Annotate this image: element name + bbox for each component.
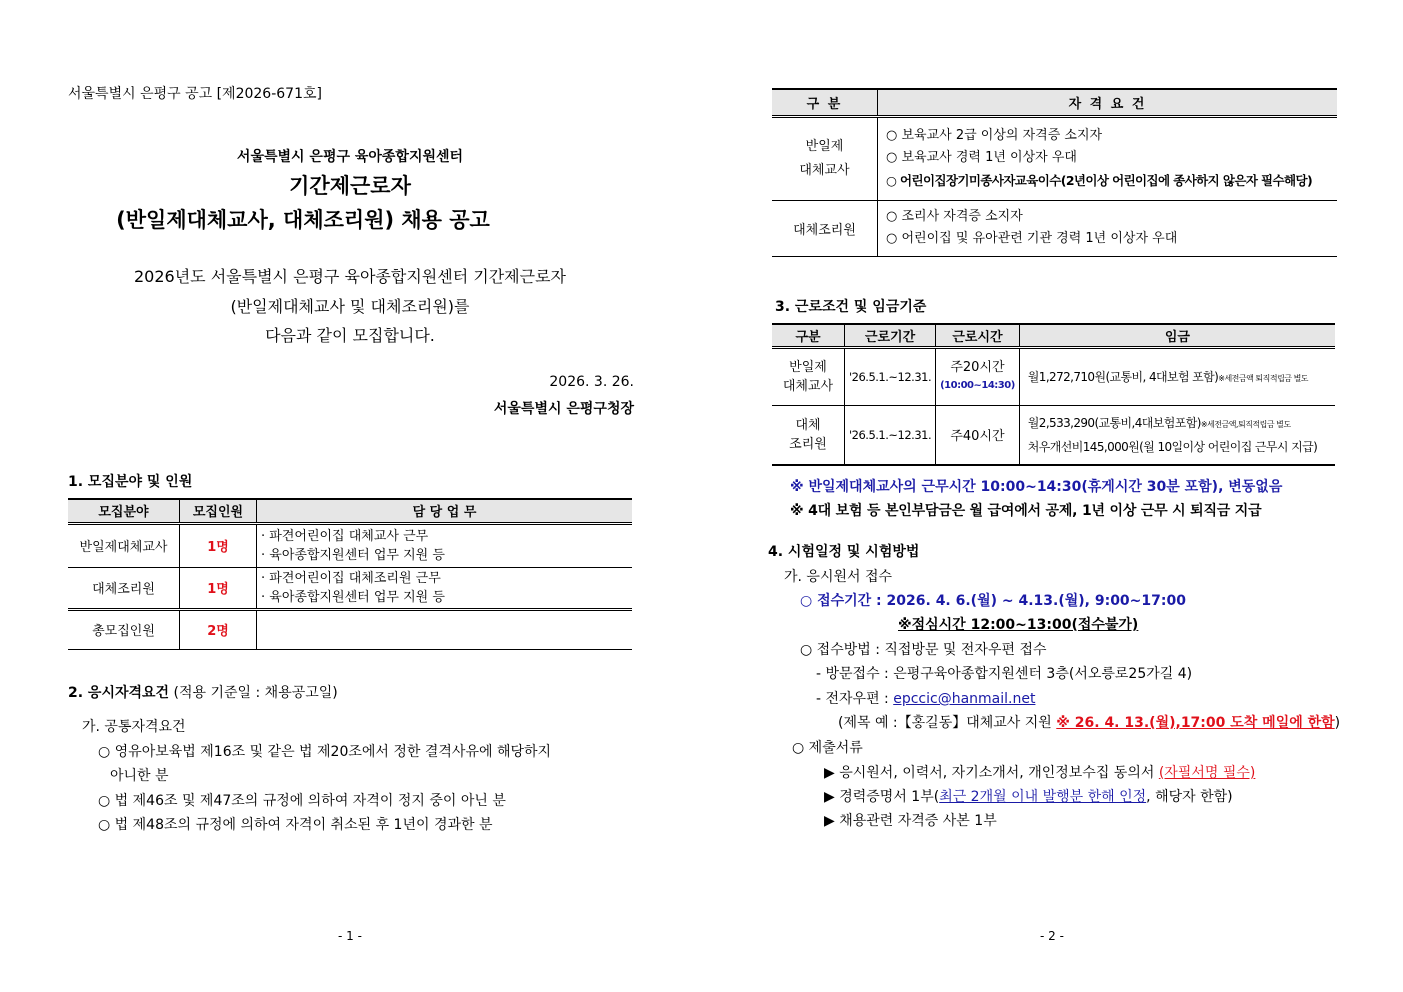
notice-date: 2026. 3. 26. (549, 374, 634, 390)
subject-suffix: ) (1334, 715, 1341, 731)
page-number-2: - 2 - (1040, 929, 1064, 943)
type-cell (772, 347, 845, 405)
duty-line: · 파견어린이집 대체조리원 근무 (261, 570, 441, 586)
table-row (772, 347, 1335, 405)
field-cell: 대체조리원 (68, 567, 180, 609)
document-item-1 (824, 762, 1255, 782)
section-2-title: 2. 응시자격요건 (68, 685, 170, 701)
type-line: 대체교사 (782, 378, 834, 394)
category-cell (772, 116, 878, 200)
application-period: ○ 접수기간 : 2026. 4. 6.(월) ~ 4.13.(월), 9:00~17:00 (800, 593, 1186, 609)
requirements-cell (878, 200, 1338, 256)
hours-value: 주40시간 (950, 429, 1005, 445)
subject-prefix: (제목 예 :【홍길동】대체교사 지원 (838, 715, 1057, 731)
table-row (772, 405, 1335, 465)
document-item-2 (824, 786, 1233, 806)
count-cell: 2명 (180, 609, 257, 649)
page-number-1: - 1 - (338, 929, 362, 943)
table-row (772, 116, 1337, 200)
email-subject-example (838, 712, 1340, 732)
count-cell: 1명 (180, 523, 257, 567)
field-cell: 총모집인원 (68, 609, 180, 649)
wage-amount: 월2,533,290(교통비,4대보험포함) (1027, 415, 1201, 430)
section-2-note: (적용 기준일 : 채용공고일) (173, 685, 338, 701)
duty-line: · 파견어린이집 대체교사 근무 (261, 528, 429, 544)
document-text: ▶ 경력증명서 1부( (824, 789, 940, 805)
requirement-1-cont: 아니한 분 (110, 768, 169, 784)
email-label: - 전자우편 : (816, 691, 894, 707)
type-line: 반일제 (789, 359, 827, 375)
requirement-item: ○ 어린이집 및 유아관련 기관 경력 1년 이상자 우대 (886, 231, 1178, 246)
col-header-requirements: 자 격 요 건 (878, 89, 1338, 116)
requirement-item: ○ 보육교사 2급 이상의 자격증 소지자 (886, 127, 1103, 143)
category-line: 대체교사 (799, 162, 850, 178)
period-cell: '26.5.1.~12.31. (845, 347, 936, 405)
count-cell: 1명 (180, 567, 257, 609)
note-working-hours: ※ 반일제대체교사의 근무시간 10:00~14:30(휴게시간 30분 포함), 변동없음 (790, 479, 1283, 495)
duty-cell (257, 523, 633, 567)
email-application (816, 688, 1035, 708)
hours-note: (10:00~14:30) (940, 379, 1015, 391)
notice-number: 서울특별시 은평구 공고 [제2026-671호] (68, 86, 322, 102)
table-row-total (68, 609, 632, 649)
qualification-table (772, 88, 1337, 257)
hours-value: 주20시간 (950, 359, 1005, 375)
col-header-field: 모집분야 (68, 499, 180, 523)
wage-cell (1019, 347, 1335, 405)
wage-note: ※세전금액,퇴직적립금 별도 (1200, 419, 1291, 429)
duty-cell (257, 567, 633, 609)
wage-amount: 월1,272,710원(교통비, 4대보험 포함) (1027, 370, 1219, 384)
col-header-period: 근로기간 (845, 324, 936, 347)
signature-required: (자필서명 필수) (1158, 765, 1256, 781)
table-row (772, 200, 1337, 256)
wage-table (772, 323, 1335, 466)
col-header-category: 구 분 (772, 89, 878, 116)
wage-note: ※세전금액 퇴직적립금 별도 (1218, 374, 1309, 383)
recruit-table (68, 498, 632, 650)
title-line-2: (반일제대체교사, 대체조리원) 채용 공고 (116, 208, 490, 232)
intro-line-2: (반일제대체교사 및 대체조리원)를 (230, 297, 470, 316)
col-header-type: 구분 (772, 324, 845, 347)
duty-line: · 육아종합지원센터 업무 지원 등 (261, 589, 445, 605)
section-2-heading (68, 682, 338, 702)
requirement-2: ○ 법 제46조 및 제47조의 규정에 의하여 자격이 정지 중이 아닌 분 (98, 793, 506, 809)
hours-cell (936, 405, 1020, 465)
note-insurance: ※ 4대 보험 등 본인부담금은 월 급여에서 공제, 1년 이상 근무 시 퇴직금 지급 (790, 503, 1262, 519)
wage-extra: 처우개선비145,000원(월 10일이상 어린이집 근무시 지급) (1027, 439, 1318, 454)
requirement-item: ○ 보육교사 경력 1년 이상자 우대 (886, 150, 1077, 166)
sub-heading-application: 가. 응시원서 접수 (784, 569, 893, 585)
requirement-item: ○ 어린이집장기미종사자교육이수(2년이상 어린이집에 종사하지 않은자 필수해당) (886, 172, 1313, 188)
document-text: ▶ 응시원서, 이력서, 자기소개서, 개인정보수집 동의서 (824, 765, 1159, 781)
category-line: 반일제 (805, 138, 844, 154)
section-1-title: 1. 모집분야 및 인원 (68, 474, 193, 490)
col-header-wage: 임금 (1019, 324, 1335, 347)
title-line-1: 기간제근로자 (289, 174, 411, 198)
period-cell: '26.5.1.~12.31. (845, 405, 936, 465)
wage-cell (1019, 405, 1335, 465)
intro-line-3: 다음과 같이 모집합니다. (265, 326, 435, 345)
sub-heading-common: 가. 공통자격요건 (82, 719, 186, 735)
visit-application: - 방문접수 : 은평구육아종합지원센터 3층(서오릉로25가길 4) (816, 666, 1193, 682)
application-method: ○ 접수방법 : 직접방문 및 전자우편 접수 (800, 642, 1047, 658)
lunch-notice: ※점심시간 12:00~13:00(접수불가) (898, 617, 1139, 633)
documents-title: ○ 제출서류 (792, 740, 863, 756)
recent-issue-note: 최근 2개월 이내 발행분 한해 인정 (939, 789, 1147, 805)
field-cell: 반일제대체교사 (68, 523, 180, 567)
type-cell (772, 405, 845, 465)
section-3-title: 3. 근로조건 및 임금기준 (775, 299, 927, 315)
type-line: 대체 (795, 417, 821, 433)
type-line: 조리원 (789, 436, 827, 452)
requirement-item: ○ 조리사 자격증 소지자 (886, 209, 1023, 224)
document-item-3: ▶ 채용관련 자격증 사본 1부 (824, 813, 997, 829)
wage-line (1028, 412, 1331, 436)
category-cell: 대체조리원 (772, 200, 878, 256)
duty-line: · 육아종합지원센터 업무 지원 등 (261, 547, 445, 563)
hours-cell (936, 347, 1020, 405)
col-header-count: 모집인원 (180, 499, 257, 523)
table-row (68, 523, 632, 567)
col-header-duty: 담 당 업 무 (257, 499, 633, 523)
issuer: 서울특별시 은평구청장 (493, 401, 634, 417)
duty-cell (257, 609, 633, 649)
email-link[interactable]: epccic@hanmail.net (893, 691, 1036, 707)
document-tail: , 해당자 한함) (1146, 789, 1233, 805)
intro-line-1: 2026년도 서울특별시 은평구 육아종합지원센터 기간제근로자 (133, 267, 566, 286)
section-4-title: 4. 시험일정 및 시험방법 (768, 544, 920, 560)
col-header-hours: 근로시간 (936, 324, 1020, 347)
subject-deadline: ※ 26. 4. 13.(월),17:00 도착 메일에 한함 (1056, 715, 1335, 731)
requirement-1: ○ 영유아보육법 제16조 및 같은 법 제20조에서 정한 결격사유에 해당하지 (98, 744, 552, 760)
requirement-3: ○ 법 제48조의 규정에 의하여 자격이 취소된 후 1년이 경과한 분 (98, 817, 493, 833)
organization-name: 서울특별시 은평구 육아종합지원센터 (236, 149, 464, 165)
requirements-cell (878, 116, 1338, 200)
table-row (68, 567, 632, 609)
